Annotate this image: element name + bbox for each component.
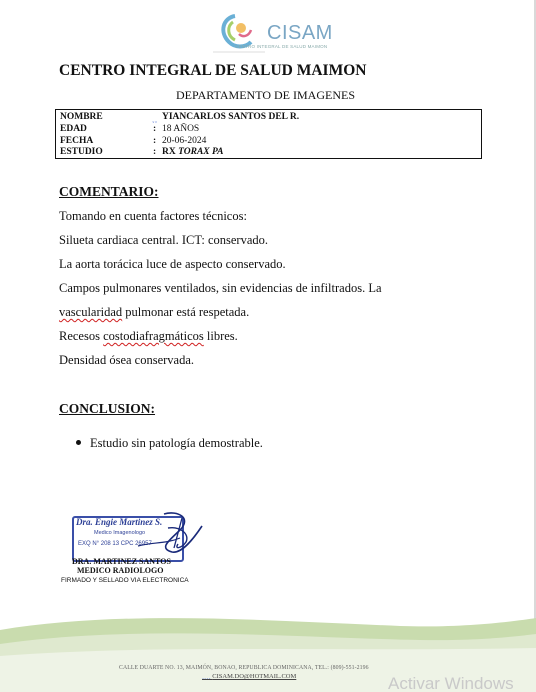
- stamp-subtitle: Medico Imagenologo: [94, 530, 146, 536]
- info-separator: :: [153, 147, 157, 157]
- comment-line: Campos pulmonares ventilados, sin evidencias de infiltrados. La: [59, 281, 382, 295]
- info-value: YIANCARLOS SANTOS DEL R.: [162, 112, 300, 122]
- info-label: NOMBRE: [60, 112, 103, 122]
- conclusion-heading: CONCLUSION:: [59, 401, 156, 416]
- comment-heading: COMENTARIO:: [59, 184, 159, 199]
- study-type: TORAX PA: [178, 147, 224, 157]
- bullet-dot-icon: [76, 440, 81, 445]
- info-label: ESTUDIO: [60, 147, 103, 157]
- stamp-name: Dra. Engie Martinez S.: [76, 517, 163, 527]
- conclusion-bullet: [76, 436, 263, 451]
- doctor-name: DRA. MARTINEZ SANTOS: [72, 557, 171, 566]
- comment-line: Tomando en cuenta factores técnicos:: [59, 209, 247, 223]
- spelling-flag: vascularidad: [59, 305, 123, 319]
- conclusion-text: Estudio sin patología demostrable.: [90, 436, 263, 450]
- spelling-mark-icon: ˯˯: [152, 114, 158, 123]
- comment-line: vascularidad pulmonar está respetada.: [59, 305, 250, 319]
- logo-tagline: CENTRO INTEGRAL DE SALUD MAIMON: [235, 44, 328, 49]
- doctor-role: MEDICO RADIOLOGO: [77, 566, 164, 575]
- patient-info-box: [55, 109, 482, 159]
- comment-line: Densidad ósea conservada.: [59, 353, 195, 367]
- footer-email-text: CISAM.DO@HOTMAIL.COM: [212, 673, 297, 680]
- info-value: 18 AÑOS: [162, 124, 200, 134]
- doctor-stamp: [68, 508, 218, 560]
- cisam-logo: [205, 8, 335, 58]
- info-label: FECHA: [60, 136, 94, 146]
- footer-email: [202, 673, 296, 680]
- info-value: 20-06-2024: [162, 136, 207, 146]
- comment-line: La aorta torácica luce de aspecto conservado.: [59, 257, 286, 271]
- stamp-exequatur: EXQ N° 208 13 CPC 26957: [78, 541, 152, 547]
- study-prefix: RX: [162, 147, 179, 157]
- info-separator: :: [153, 136, 157, 146]
- footer-address: CALLE DUARTE NO. 13, MAIMÓN, BONAO, REPUBLICA DOMINICANA, TEL.: (809)-551-2196: [119, 665, 369, 671]
- handwritten-signature: [68, 508, 218, 560]
- info-label: EDAD: [60, 124, 87, 134]
- cisam-emblem-icon: [205, 8, 275, 58]
- signature-note: FIRMADO Y SELLADO VIA ELECTRONICA: [61, 577, 189, 584]
- info-separator: :: [153, 124, 157, 134]
- page-title: CENTRO INTEGRAL DE SALUD MAIMON: [59, 62, 367, 79]
- logo-name: CISAM: [267, 22, 333, 44]
- activation-watermark: Activar Windows: [388, 674, 514, 692]
- comment-line: Silueta cardiaca central. ICT: conservado.: [59, 233, 269, 247]
- spelling-mark-icon: ˯˯˯˯: [202, 673, 213, 680]
- info-value: [162, 146, 223, 158]
- spelling-flag: costodiafragmáticos: [103, 329, 204, 343]
- comment-line: Recesos costodiafragmáticos libres.: [59, 329, 238, 343]
- department-name: DEPARTAMENTO DE IMAGENES: [176, 88, 355, 102]
